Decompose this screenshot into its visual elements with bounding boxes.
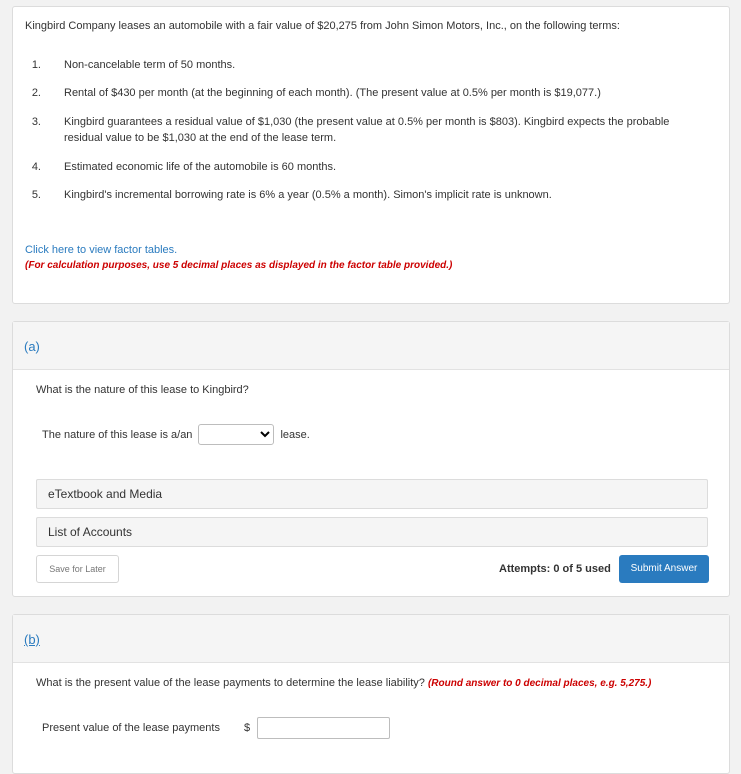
factor-tables-link[interactable]: Click here to view factor tables.: [25, 244, 178, 256]
part-a-card: [12, 321, 730, 597]
term-number: 1.: [31, 59, 41, 71]
term-number: 3.: [31, 116, 41, 128]
problem-intro: Kingbird Company leases an automobile with a fair value of $20,275 from John Simon Motors, Inc., on the following terms:: [25, 20, 620, 32]
lease-nature-suffix: lease.: [280, 428, 310, 441]
submit-answer-button[interactable]: Submit Answer: [619, 555, 709, 583]
term-number: 5.: [31, 189, 41, 201]
term-text: Kingbird guarantees a residual value of $1,030 (the present value at 0.5% per month is $803). Kingbird expects the probable residual value to be $1,030 at the end of the lease term.: [64, 116, 670, 144]
term-text: Non-cancelable term of 50 months.: [64, 59, 236, 71]
etextbook-media-accordion[interactable]: eTextbook and Media: [36, 479, 708, 509]
lease-nature-select[interactable]: [198, 424, 274, 445]
term-number: 4.: [31, 161, 41, 173]
term-text: Rental of $430 per month (at the beginning of each month). (The present value at 0.5% per month is $19,077.): [64, 87, 601, 99]
part-a-question: What is the nature of this lease to Kingbird?: [36, 384, 249, 396]
list-of-accounts-accordion[interactable]: List of Accounts: [36, 517, 708, 547]
part-b-rounding-note: (Round answer to 0 decimal places, e.g. 5,275.): [427, 678, 652, 689]
attempts-counter: Attempts: 0 of 5 used: [499, 563, 611, 575]
part-b-header: [13, 615, 729, 663]
lease-nature-prefix: The nature of this lease is a/an: [42, 428, 193, 441]
part-b-label[interactable]: (b): [24, 632, 40, 647]
pv-lease-payments-label: Present value of the lease payments: [42, 722, 220, 734]
part-a-header: [13, 322, 729, 370]
part-b-question-text: What is the present value of the lease payments to determine the lease liability?: [36, 677, 425, 689]
term-text: Kingbird's incremental borrowing rate is 6% a year (0.5% a month). Simon's implicit rate is unknown.: [64, 189, 552, 201]
term-number: 2.: [31, 87, 41, 99]
pv-lease-payments-row: [42, 717, 390, 739]
factor-tables-note: (For calculation purposes, use 5 decimal places as displayed in the factor table provided.): [25, 260, 453, 271]
currency-symbol: $: [243, 722, 251, 734]
problem-statement-card: [12, 6, 730, 304]
term-text: Estimated economic life of the automobile is 60 months.: [64, 161, 337, 173]
save-for-later-button[interactable]: Save for Later: [36, 555, 119, 583]
part-b-question: [36, 677, 651, 689]
pv-lease-payments-input[interactable]: [257, 717, 390, 739]
lease-nature-row: [42, 424, 310, 445]
part-b-card: [12, 614, 730, 774]
part-a-label[interactable]: (a): [24, 339, 40, 354]
